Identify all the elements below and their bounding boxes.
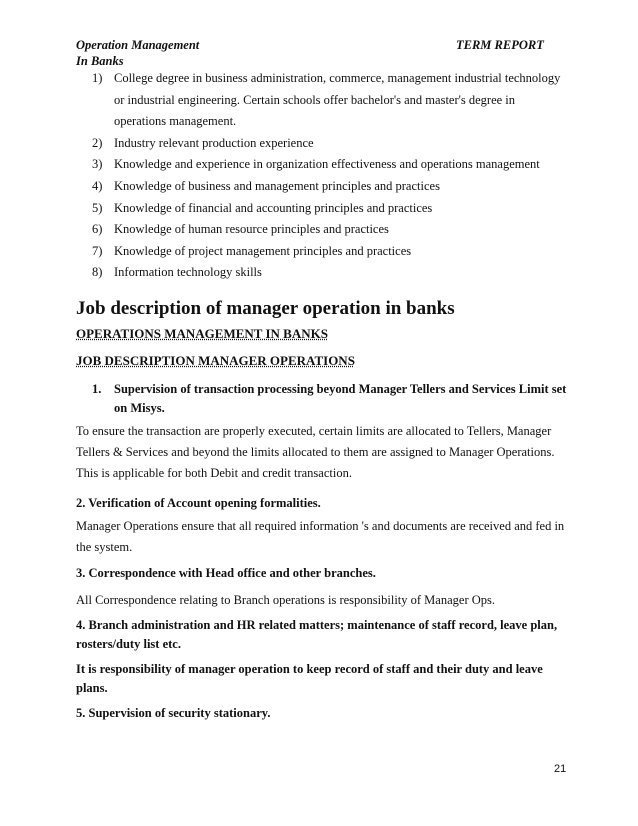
list-item bbox=[92, 262, 570, 284]
duty-1-heading bbox=[92, 380, 574, 418]
sub-heading-operations-management: OPERATIONS MANAGEMENT IN BANKS bbox=[76, 326, 328, 341]
list-item bbox=[92, 241, 570, 263]
page-header bbox=[76, 37, 566, 69]
paragraph-correspondence: All Correspondence relating to Branch operations is responsibility of Manager Ops. bbox=[76, 593, 496, 607]
list-item-text: Knowledge of financial and accounting principles and practices bbox=[114, 200, 433, 215]
list-item bbox=[92, 198, 570, 220]
duty-5-heading: 5. Supervision of security stationary. bbox=[76, 706, 271, 720]
list-item-number: 6) bbox=[92, 222, 103, 237]
duty-3-heading: 3. Correspondence with Head office and other branches. bbox=[76, 566, 376, 580]
duty-text: Supervision of transaction processing beyond Manager Tellers and Services Limit set on Misys. bbox=[114, 382, 567, 415]
paragraph-verification: Manager Operations ensure that all required information 's and documents are received and fed in the system. bbox=[76, 519, 565, 554]
duty-4-heading: 4. Branch administration and HR related matters; maintenance of staff record, leave plan, rosters/duty list etc. bbox=[76, 618, 558, 651]
list-item bbox=[92, 68, 570, 133]
list-item bbox=[92, 154, 570, 176]
list-item-number: 5) bbox=[92, 200, 103, 215]
list-item-number: 8) bbox=[92, 265, 103, 280]
list-item-text: Knowledge of business and management principles and practices bbox=[114, 178, 440, 193]
header-report-label: TERM REPORT bbox=[456, 38, 544, 52]
list-item bbox=[92, 219, 570, 241]
duty-4-description: It is responsibility of manager operation to keep record of staff and their duty and leave plans. bbox=[76, 662, 543, 695]
header-title-line1: Operation Management bbox=[76, 38, 200, 52]
qualifications-list bbox=[92, 68, 570, 284]
list-item-number: 1) bbox=[92, 71, 103, 85]
list-item-number: 4) bbox=[92, 178, 103, 193]
list-item bbox=[92, 133, 570, 155]
duty-number: 1. bbox=[92, 382, 102, 396]
list-item-text: College degree in business administration, commerce, management industrial technology or industrial engineering. Certain schools offer bachelor's and master's degree in operations management. bbox=[114, 71, 561, 129]
list-item-text: Knowledge of human resource principles and practices bbox=[114, 222, 389, 237]
duty-2-heading: 2. Verification of Account opening formalities. bbox=[76, 496, 321, 510]
header-title-line2: In Banks bbox=[76, 54, 124, 68]
paragraph-limits: To ensure the transaction are properly executed, certain limits are allocated to Tellers, Manager Tellers & Services and beyond the limits allocated to them are assigned to Manager Operations. bbox=[76, 424, 555, 459]
page-number: 21 bbox=[554, 763, 567, 775]
paragraph-applicable: This is applicable for both Debit and credit transaction. bbox=[76, 466, 352, 480]
section-title: Job description of manager operation in banks bbox=[76, 298, 455, 319]
list-item-number: 7) bbox=[92, 243, 103, 258]
list-item-text: Knowledge and experience in organization effectiveness and operations management bbox=[114, 157, 540, 172]
list-item bbox=[92, 176, 570, 198]
list-item-text: Information technology skills bbox=[114, 265, 262, 280]
list-item-number: 3) bbox=[92, 157, 103, 172]
list-item-text: Industry relevant production experience bbox=[114, 135, 314, 150]
list-item-text: Knowledge of project management principles and practices bbox=[114, 243, 412, 258]
sub-heading-job-description: JOB DESCRIPTION MANAGER OPERATIONS bbox=[76, 353, 355, 368]
list-item-number: 2) bbox=[92, 135, 103, 150]
